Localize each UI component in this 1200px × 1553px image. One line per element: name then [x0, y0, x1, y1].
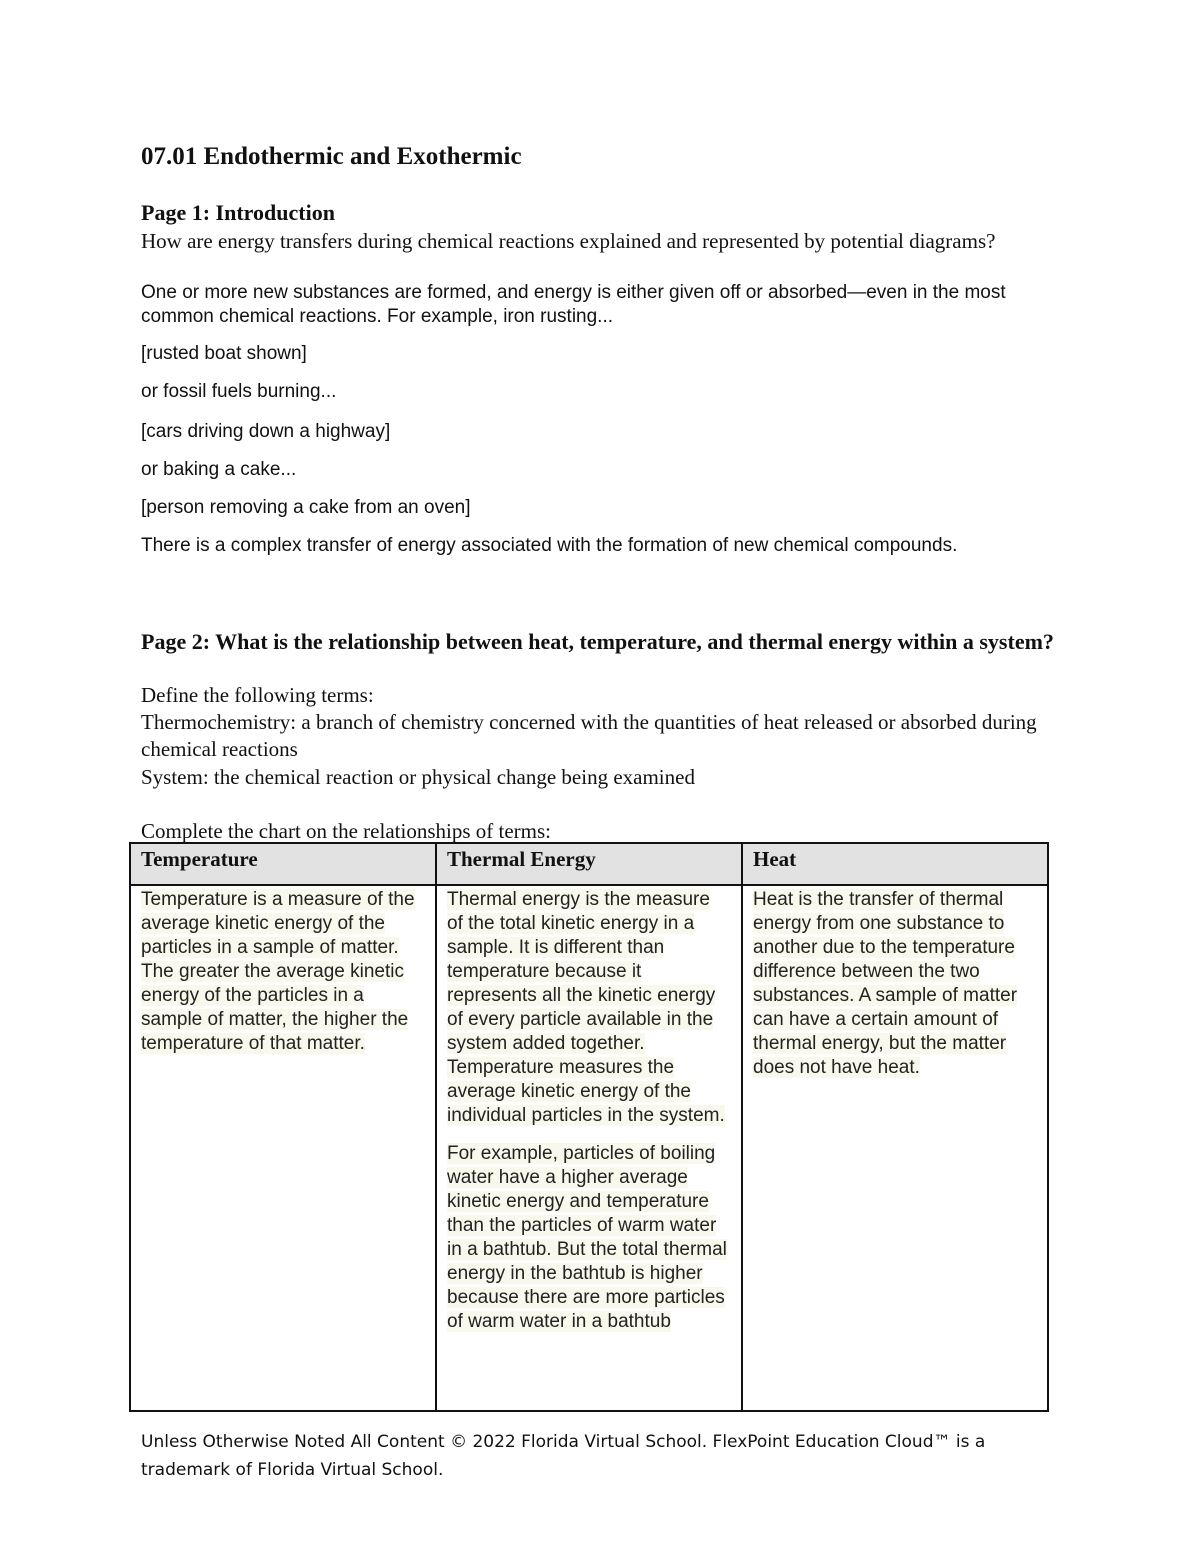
temperature-description: Temperature is a measure of the average kinetic energy of the particles in a sample of matter. The greater the average kinetic energy of the particles in a sample of matter, the higher the temperature of that matter. — [141, 889, 415, 1054]
define-prompt: Define the following terms: — [141, 683, 374, 707]
header-thermal-energy: Thermal Energy — [436, 843, 742, 885]
thermal-energy-example: For example, particles of boiling water have a higher average kinetic energy and temperature than the particles of warm water in a bathtub. But the total thermal energy in the bathtub is higher because there are more particles of warm water in a bathtub — [447, 1143, 727, 1332]
copyright-footer: Unless Otherwise Noted All Content © 2022 Florida Virtual School. FlexPoint Education Cloud™ is a trademark of Florida Virtual School. — [141, 1432, 986, 1480]
page1-text-fossil-fuels: or fossil fuels burning... — [141, 381, 337, 402]
cell-heat — [742, 885, 1048, 1411]
page1-intro: One or more new substances are formed, and energy is either given off or absorbed—even in the most common chemical reactions. For example, iron rusting... — [141, 282, 1006, 327]
page1-text-baking: or baking a cake... — [141, 459, 297, 480]
thermochemistry-definition: Thermochemistry: a branch of chemistry concerned with the quantities of heat released or absorbed during chemical reactions — [141, 710, 1037, 761]
header-heat: Heat — [742, 843, 1048, 885]
cell-temperature — [130, 885, 436, 1411]
chart-prompt: Complete the chart on the relationships of terms: — [141, 819, 551, 843]
page1-heading: Page 1: Introduction — [141, 200, 335, 225]
image-caption-rusted-boat: [rusted boat shown] — [141, 343, 307, 364]
image-caption-cake: [person removing a cake from an oven] — [141, 497, 471, 518]
cell-thermal-energy — [436, 885, 742, 1411]
page2-heading: Page 2: What is the relationship between heat, temperature, and thermal energy within a system? — [141, 629, 1054, 654]
terms-table — [129, 842, 1049, 1412]
document-title: 07.01 Endothermic and Exothermic — [141, 143, 522, 170]
header-temperature: Temperature — [130, 843, 436, 885]
image-caption-cars: [cars driving down a highway] — [141, 421, 391, 442]
thermal-energy-description: Thermal energy is the measure of the total kinetic energy in a sample. It is different than temperature because it represents all the kinetic energy of every particle available in the system added together. Temperature measures the average kinetic energy of the individual particles in the system. — [447, 889, 725, 1126]
page1-conclusion: There is a complex transfer of energy associated with the formation of new chemical compounds. — [141, 535, 958, 556]
heat-description: Heat is the transfer of thermal energy from one substance to another due to the temperature difference between the two substances. A sample of matter can have a certain amount of thermal energy, but the matter does not have heat. — [753, 889, 1018, 1078]
page1-question: How are energy transfers during chemical reactions explained and represented by potential diagrams? — [141, 229, 996, 253]
system-definition: System: the chemical reaction or physical change being examined — [141, 765, 695, 789]
